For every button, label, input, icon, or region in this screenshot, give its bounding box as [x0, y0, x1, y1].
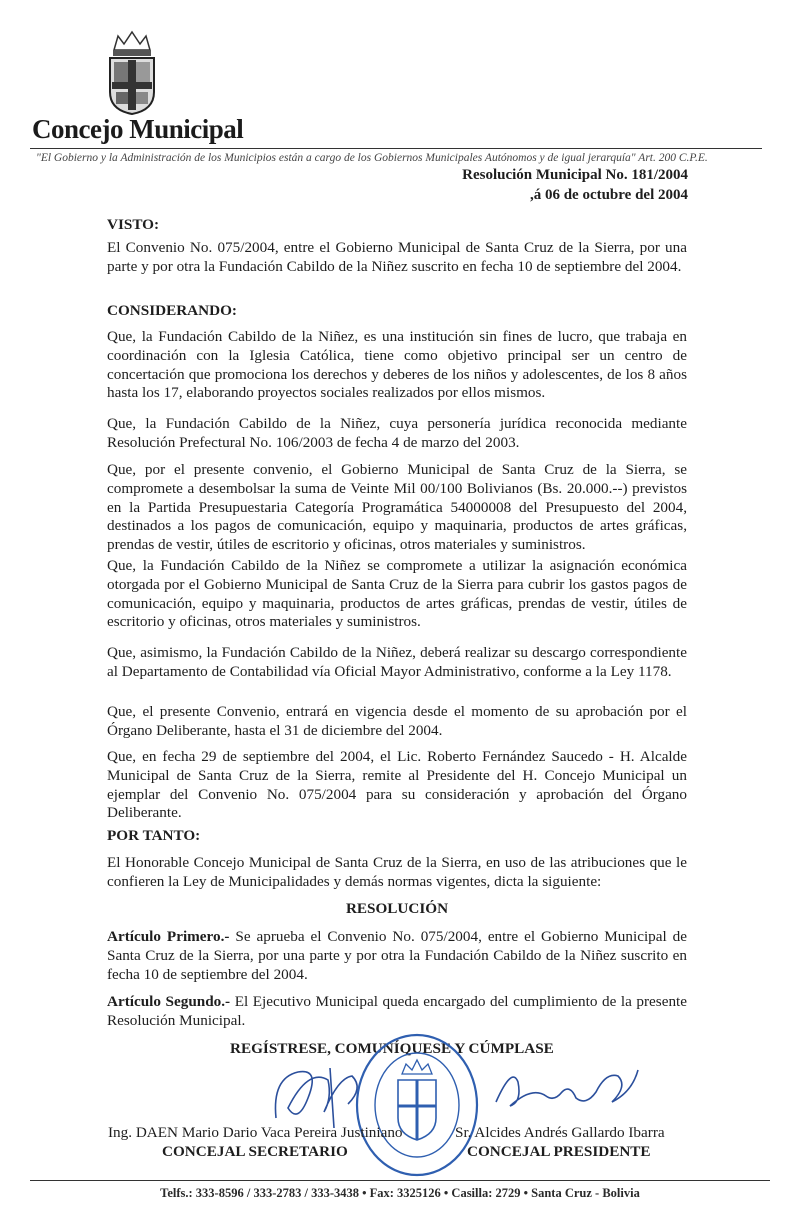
considerando-paragraph: Que, la Fundación Cabildo de la Niñez, cuya personería jurídica reconocida mediante Resolución Prefectural No. 106/2003 de fecha 4 de marzo del 2003. [107, 415, 687, 451]
visto-text: El Convenio No. 075/2004, entre el Gobierno Municipal de Santa Cruz de la Sierra, por una parte y por otra la Fundación Cabildo de la Niñez suscrito en fecha 10 de septiembre del 2004. [107, 239, 687, 275]
municipal-crest-icon [104, 30, 160, 116]
left-signatory-name: Ing. DAEN Mario Dario Vaca Pereira Justiniano [108, 1124, 403, 1141]
article-first-text: Se aprueba el Convenio No. 075/2004, entre el Gobierno Municipal de Santa Cruz de la Sierra, por una parte y por otra la Fundación Cabildo de la Niñez suscrito en fecha 10 de septiembre del 2004. [107, 928, 687, 983]
resolucion-heading: RESOLUCIÓN [345, 900, 449, 917]
left-signatory-title: CONCEJAL SECRETARIO [162, 1143, 348, 1160]
right-signatory-name: Sr. Alcides Andrés Gallardo Ibarra [455, 1124, 665, 1141]
por-tanto-text: El Honorable Concejo Municipal de Santa Cruz de la Sierra, en uso de las atribuciones que le confieren la Ley de Municipalidades y demás normas vigentes, dicta la siguiente: [107, 854, 687, 890]
considerando-paragraph: Que, la Fundación Cabildo de la Niñez se compromete a utilizar la asignación económica otorgada por el Gobierno Municipal de Santa Cruz de la Sierra para cubrir los gastos pagos de comunicación, equipo y maquinaria, productos de artes gráficas, prendas de vestir, útiles de escritorio y oficinas, otros materiales y suministros. [107, 557, 687, 631]
visto-heading: VISTO: [107, 216, 160, 233]
footer-contact: Telfs.: 333-8596 / 333-2783 / 333-3438 • Fax: 3325126 • Casilla: 2729 • Santa Cruz - Bolivia [160, 1186, 640, 1200]
resolution-number: Resolución Municipal No. 181/2004 [462, 167, 688, 183]
considerando-paragraph: Que, el presente Convenio, entrará en vigencia desde el momento de su aprobación por el Órgano Deliberante, hasta el 31 de diciembre del 2004. [107, 703, 687, 739]
considerando-heading: CONSIDERANDO: [107, 302, 237, 319]
considerando-paragraph: Que, la Fundación Cabildo de la Niñez, es una institución sin fines de lucro, que trabaja en coordinación con la Iglesia Católica, tiene como objetivo principal ser un centro de concertación que promociona los derechos y deberes de los niños y adolescentes, de los 8 años hasta los 17, elaborando proyectos sociales realizados por ellos mismos. [107, 328, 687, 402]
municipal-seal-icon [352, 1030, 482, 1180]
resolution-date: ,á 06 de octubre del 2004 [529, 187, 688, 203]
article-first-label: Artículo Primero.- [107, 928, 230, 945]
considerando-paragraph: Que, en fecha 29 de septiembre del 2004, el Lic. Roberto Fernández Saucedo - H. Alcalde Municipal de Santa Cruz de la Sierra, remite al Presidente del H. Concejo Municipal un ejemplar del Convenio No. 075/2004 para su consideración y aprobación del Órgano Deliberante. [107, 748, 687, 822]
article-first [107, 928, 687, 984]
org-name: Concejo Municipal [32, 114, 244, 144]
header-divider [30, 148, 762, 149]
article-second [107, 993, 687, 1031]
article-second-label: Artículo Segundo.- [107, 993, 231, 1010]
right-signature-icon [492, 1062, 642, 1122]
considerando-paragraph: Que, por el presente convenio, el Gobierno Municipal de Santa Cruz de la Sierra, se compromete a desembolsar la suma de Veinte Mil 00/100 Bolivianos (Bs. 20.000.--) previstos en la Partida Presupuestaria Categoría Programática 54000008 del Presupuesto del 2004, destinados a los pagos de comunicación, equipo y maquinaria, productos de artes gráficas, prendas de vestir, útiles de escritorio y oficinas, otros materiales y suministros. [107, 461, 687, 554]
constitutional-motto: "El Gobierno y la Administración de los Municipios están a cargo de los Gobiernos Municipales Autónomos y de igual jerarquía" Art. 200 C.P.E. [36, 152, 708, 164]
footer-divider [30, 1180, 770, 1181]
article-second-text: El Ejecutivo Municipal queda encargado del cumplimiento de la presente Resolución Municipal. [107, 993, 688, 1029]
closing-formula: REGÍSTRESE, COMUNÍQUESE Y CÚMPLASE [230, 1040, 554, 1057]
right-signatory-title: CONCEJAL PRESIDENTE [467, 1143, 651, 1160]
considerando-paragraph: Que, asimismo, la Fundación Cabildo de la Niñez, deberá realizar su descargo correspondiente al Departamento de Contabilidad vía Oficial Mayor Administrativo, conforme a la Ley 1178. [107, 644, 687, 680]
por-tanto-heading: POR TANTO: [107, 827, 201, 844]
